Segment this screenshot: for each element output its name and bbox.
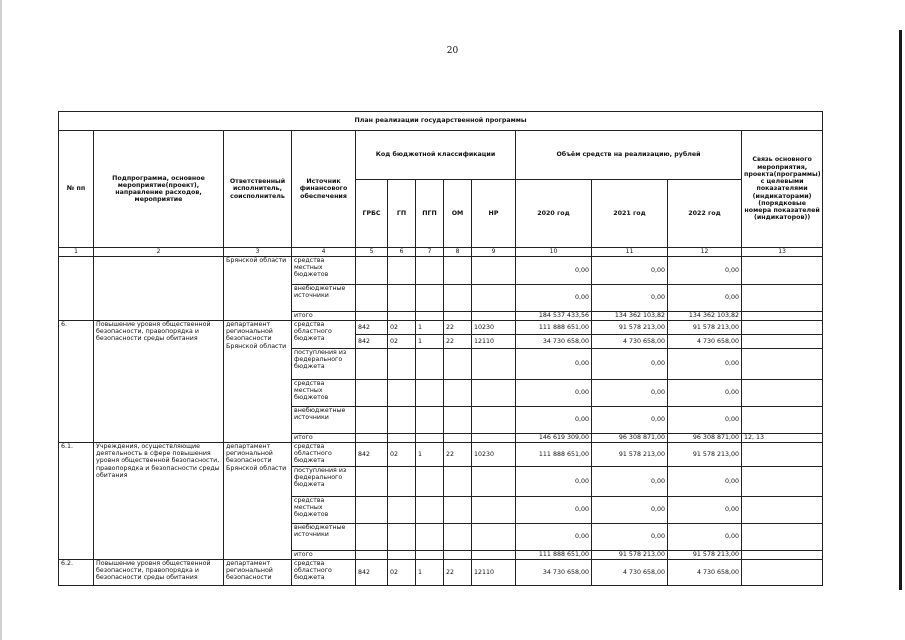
row-no: 6. xyxy=(59,321,94,443)
header-row xyxy=(59,131,823,180)
value-2021: 4 730 658,00 xyxy=(592,335,668,349)
value-2021: 134 362 103,82 xyxy=(592,312,668,321)
code-nr: 12110 xyxy=(472,335,516,349)
column-number: 5 xyxy=(356,248,388,257)
value-2021: 0,00 xyxy=(592,349,668,380)
row-link xyxy=(742,467,823,497)
value-2022: 4 730 658,00 xyxy=(668,560,742,586)
code-om: 22 xyxy=(444,443,472,467)
value-2021: 96 308 871,00 xyxy=(592,434,668,443)
header-link: Связь основного мероприятия, проекта(программы) с целевыми показателями (индикаторами) (порядковые номера показателей (индикаторов)) xyxy=(742,131,823,248)
column-number: 2 xyxy=(94,248,224,257)
value-2020: 0,00 xyxy=(516,407,592,434)
value-2021: 0,00 xyxy=(592,285,668,312)
row-link xyxy=(742,380,823,407)
column-number: 12 xyxy=(668,248,742,257)
value-2020: 0,00 xyxy=(516,524,592,551)
table-row xyxy=(59,257,823,285)
value-2021: 0,00 xyxy=(592,467,668,497)
value-2022: 96 308 871,00 xyxy=(668,434,742,443)
code-nr: 10230 xyxy=(472,321,516,335)
row-no: 6.1. xyxy=(59,443,94,560)
value-2020: 111 888 651,00 xyxy=(516,443,592,467)
row-source: итого xyxy=(292,551,356,560)
row-link xyxy=(742,312,823,321)
header-2022: 2022 год xyxy=(668,180,742,248)
program-plan-table xyxy=(58,111,823,586)
row-responsible: Брянской области xyxy=(224,257,292,321)
header-measure: Подпрограмма, основное мероприятие(проект), направление расходов, мероприятие xyxy=(94,131,224,248)
value-2022: 0,00 xyxy=(668,407,742,434)
row-link xyxy=(742,551,823,560)
value-2021: 0,00 xyxy=(592,407,668,434)
column-number: 6 xyxy=(388,248,416,257)
column-number: 13 xyxy=(742,248,823,257)
row-no xyxy=(59,257,94,321)
header-2020: 2020 год xyxy=(516,180,592,248)
value-2022: 4 730 658,00 xyxy=(668,335,742,349)
header-funding: Объём средств на реализацию, рублей xyxy=(516,131,742,180)
code-pgp: 1 xyxy=(416,335,444,349)
value-2022: 0,00 xyxy=(668,349,742,380)
value-2022: 0,00 xyxy=(668,524,742,551)
row-responsible: департамент региональной безопасности Брянской области xyxy=(224,321,292,443)
row-responsible: департамент региональной безопасности xyxy=(224,560,292,586)
row-link xyxy=(742,560,823,586)
code-nr: 12110 xyxy=(472,560,516,586)
value-2020: 184 537 433,56 xyxy=(516,312,592,321)
header-2021: 2021 год xyxy=(592,180,668,248)
code-gp: 02 xyxy=(388,335,416,349)
column-number: 4 xyxy=(292,248,356,257)
row-source: поступления из федерального бюджета xyxy=(292,467,356,497)
row-link xyxy=(742,497,823,524)
row-source: итого xyxy=(292,434,356,443)
row-source: средства местных бюджетов xyxy=(292,380,356,407)
page-number: 20 xyxy=(446,46,459,56)
value-2022: 134 362 103,82 xyxy=(668,312,742,321)
value-2021: 0,00 xyxy=(592,380,668,407)
value-2020: 0,00 xyxy=(516,257,592,285)
column-number: 8 xyxy=(444,248,472,257)
value-2020: 146 619 309,00 xyxy=(516,434,592,443)
row-link xyxy=(742,321,823,335)
row-source: поступления из федерального бюджета xyxy=(292,349,356,380)
value-2021: 91 578 213,00 xyxy=(592,551,668,560)
code-grbs: 842 xyxy=(356,321,388,335)
row-source: итого xyxy=(292,312,356,321)
value-2020: 0,00 xyxy=(516,497,592,524)
code-gp: 02 xyxy=(388,321,416,335)
column-number-row xyxy=(59,248,823,257)
row-link xyxy=(742,524,823,551)
value-2022: 91 578 213,00 xyxy=(668,443,742,467)
value-2022: 91 578 213,00 xyxy=(668,551,742,560)
code-om: 22 xyxy=(444,560,472,586)
row-no: 6.2. xyxy=(59,560,94,586)
row-measure: Учреждения, осуществляющие деятельность в сфере повышения уровня общественной безопасности, правопорядка и безопасности среды обитания xyxy=(94,443,224,560)
value-2021: 4 730 658,00 xyxy=(592,560,668,586)
value-2020: 0,00 xyxy=(516,285,592,312)
code-pgp: 1 xyxy=(416,321,444,335)
header-om: ОМ xyxy=(444,180,472,248)
row-source: внебюджетные источники xyxy=(292,285,356,312)
row-link xyxy=(742,407,823,434)
value-2021: 0,00 xyxy=(592,524,668,551)
table-row xyxy=(59,443,823,467)
value-2022: 91 578 213,00 xyxy=(668,321,742,335)
header-nr: НР xyxy=(472,180,516,248)
code-nr: 10230 xyxy=(472,443,516,467)
code-om: 22 xyxy=(444,321,472,335)
table-row xyxy=(59,321,823,335)
value-2022: 0,00 xyxy=(668,467,742,497)
row-measure: Повышение уровня общественной безопасности, правопорядка и безопасности среды обитания xyxy=(94,560,224,586)
column-number: 11 xyxy=(592,248,668,257)
value-2022: 0,00 xyxy=(668,285,742,312)
value-2020: 111 888 651,00 xyxy=(516,551,592,560)
column-number: 1 xyxy=(59,248,94,257)
value-2020: 0,00 xyxy=(516,467,592,497)
scan-edge-right xyxy=(899,30,902,590)
table-title-row xyxy=(59,112,823,131)
row-responsible: департамент региональной безопасности Брянской области xyxy=(224,443,292,560)
header-gp: ГП xyxy=(388,180,416,248)
code-grbs: 842 xyxy=(356,335,388,349)
value-2020: 34 730 658,00 xyxy=(516,335,592,349)
column-number: 7 xyxy=(416,248,444,257)
value-2021: 91 578 213,00 xyxy=(592,443,668,467)
table-title: План реализации государственной программы xyxy=(59,112,823,131)
code-grbs: 842 xyxy=(356,443,388,467)
value-2020: 0,00 xyxy=(516,349,592,380)
column-number: 10 xyxy=(516,248,592,257)
header-pgp: ПГП xyxy=(416,180,444,248)
row-source: внебюджетные источники xyxy=(292,524,356,551)
row-link xyxy=(742,349,823,380)
row-source: средства местных бюджетов xyxy=(292,497,356,524)
value-2021: 91 578 213,00 xyxy=(592,321,668,335)
row-source: внебюджетные источники xyxy=(292,407,356,434)
value-2022: 0,00 xyxy=(668,497,742,524)
code-pgp: 1 xyxy=(416,560,444,586)
value-2020: 0,00 xyxy=(516,380,592,407)
row-link xyxy=(742,335,823,349)
row-link xyxy=(742,285,823,312)
row-source: средства областного бюджета xyxy=(292,443,356,467)
value-2020: 34 730 658,00 xyxy=(516,560,592,586)
value-2021: 0,00 xyxy=(592,257,668,285)
column-number: 9 xyxy=(472,248,516,257)
code-gp: 02 xyxy=(388,443,416,467)
row-link: 12, 13 xyxy=(742,434,823,443)
value-2022: 0,00 xyxy=(668,380,742,407)
row-link xyxy=(742,443,823,467)
row-source: средства местных бюджетов xyxy=(292,257,356,285)
row-link xyxy=(742,257,823,285)
table-row xyxy=(59,560,823,586)
row-source: средства областного бюджета xyxy=(292,321,356,349)
value-2020: 111 888 651,00 xyxy=(516,321,592,335)
row-source: средства областного бюджета xyxy=(292,560,356,586)
value-2022: 0,00 xyxy=(668,257,742,285)
code-gp: 02 xyxy=(388,560,416,586)
header-source: Источник финансового обеспечения xyxy=(292,131,356,248)
value-2021: 0,00 xyxy=(592,497,668,524)
scan-edge-left xyxy=(0,0,2,640)
header-budget-code: Код бюджетной классификации xyxy=(356,131,516,180)
column-number: 3 xyxy=(224,248,292,257)
header-grbs: ГРБС xyxy=(356,180,388,248)
header-no: № пп xyxy=(59,131,94,248)
header-responsible: Ответственный исполнитель, соисполнитель xyxy=(224,131,292,248)
code-pgp: 1 xyxy=(416,443,444,467)
code-om: 22 xyxy=(444,335,472,349)
row-measure xyxy=(94,257,224,321)
code-grbs: 842 xyxy=(356,560,388,586)
row-measure: Повышение уровня общественной безопасности, правопорядка и безопасности среды обитания xyxy=(94,321,224,443)
